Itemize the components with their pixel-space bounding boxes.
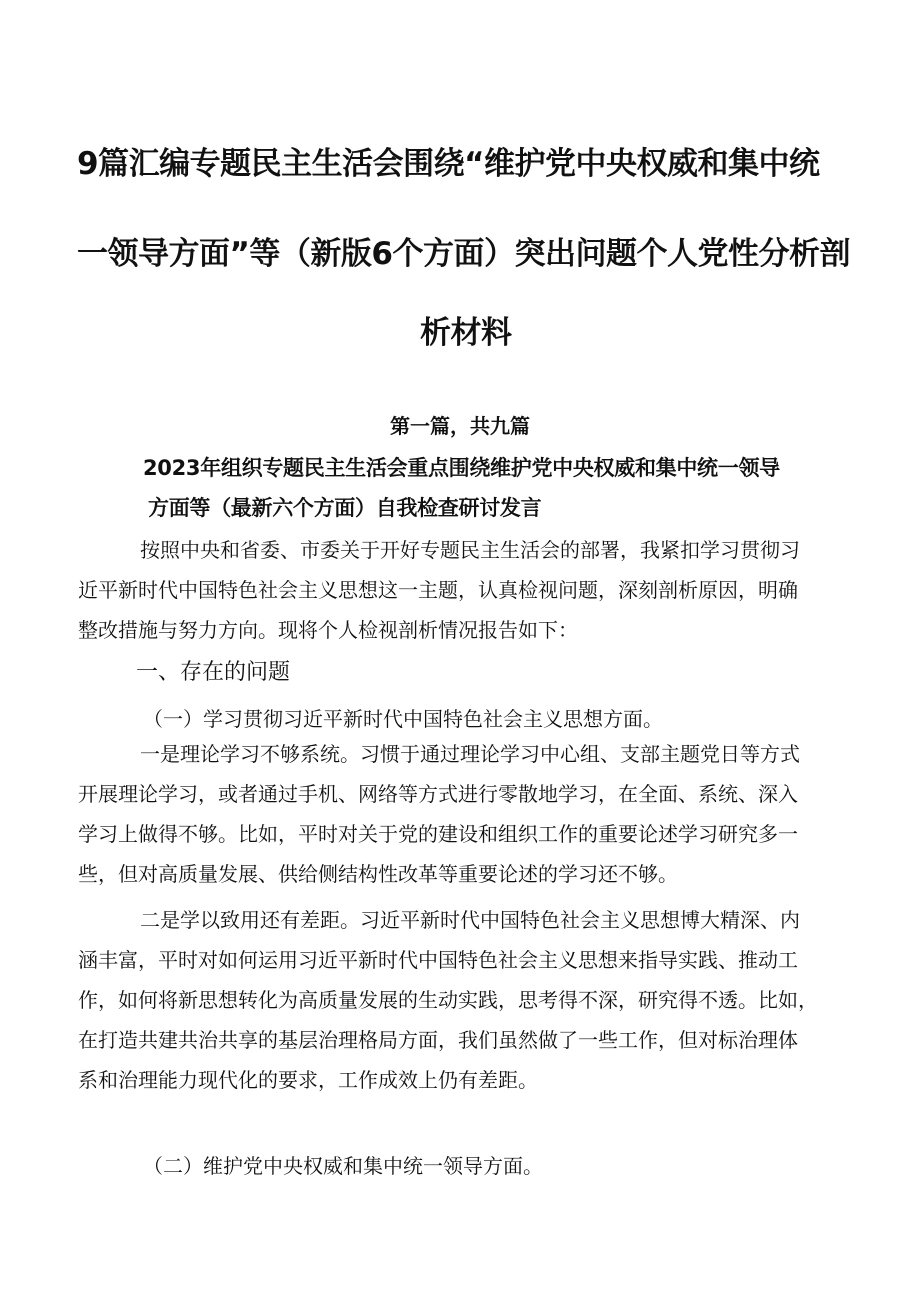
intro-paragraph	[78, 530, 800, 650]
point-1-line-3: 学习上做得不够。比如，平时对关于党的建设和组织工作的重要论述学习研究多一	[78, 822, 798, 846]
speech-title-line-2: 方面等（最新六个方面）自我检查研讨发言	[148, 496, 542, 520]
point-1-paragraph	[78, 734, 800, 894]
title-line-1: 9篇汇编专题民主生活会围绕“维护党中央权威和集中统	[77, 146, 820, 182]
subsection-heading-1: （一）学习贯彻习近平新时代中国特色社会主义思想方面。	[143, 707, 663, 731]
part-label: 第一篇，共九篇	[390, 414, 530, 438]
subsection-heading-2: （二）维护党中央权威和集中统一领导方面。	[143, 1154, 543, 1178]
intro-line-2: 近平新时代中国特色社会主义思想这一主题，认真检视问题，深刻剖析原因，明确	[78, 578, 798, 602]
speech-title-line-1: 2023年组织专题民主生活会重点围绕维护党中央权威和集中统一领导	[143, 456, 780, 480]
intro-line-1: 按照中央和省委、市委关于开好专题民主生活会的部署，我紧扣学习贯彻习	[140, 538, 800, 562]
intro-line-3: 整改措施与努力方向。现将个人检视剖析情况报告如下：	[78, 618, 578, 642]
title-line-2: 一领导方面”等（新版6个方面）突出问题个人党性分析剖	[77, 236, 850, 272]
point-2-line-4: 在打造共建共治共享的基层治理格局方面，我们虽然做了一些工作，但对标治理体	[78, 1028, 798, 1052]
point-2-line-2: 涵丰富，平时对如何运用习近平新时代中国特色社会主义思想来指导实践、推动工	[78, 948, 798, 972]
title-line-3: 析材料	[420, 315, 512, 351]
point-1-line-2: 开展理论学习，或者通过手机、网络等方式进行零散地学习，在全面、系统、深入	[78, 782, 798, 806]
point-2-line-3: 作，如何将新思想转化为高质量发展的生动实践，思考得不深，研究得不透。比如，	[78, 988, 818, 1012]
point-1-line-4: 些，但对高质量发展、供给侧结构性改革等重要论述的学习还不够。	[78, 862, 678, 886]
point-2-paragraph	[78, 900, 818, 1100]
section-heading-problems: 一、存在的问题	[136, 660, 291, 685]
point-2-line-1: 二是学以致用还有差距。习近平新时代中国特色社会主义思想博大精深、内	[140, 908, 800, 932]
point-2-line-5: 系和治理能力现代化的要求，工作成效上仍有差距。	[78, 1068, 538, 1092]
point-1-line-1: 一是理论学习不够系统。习惯于通过理论学习中心组、支部主题党日等方式	[140, 742, 800, 766]
